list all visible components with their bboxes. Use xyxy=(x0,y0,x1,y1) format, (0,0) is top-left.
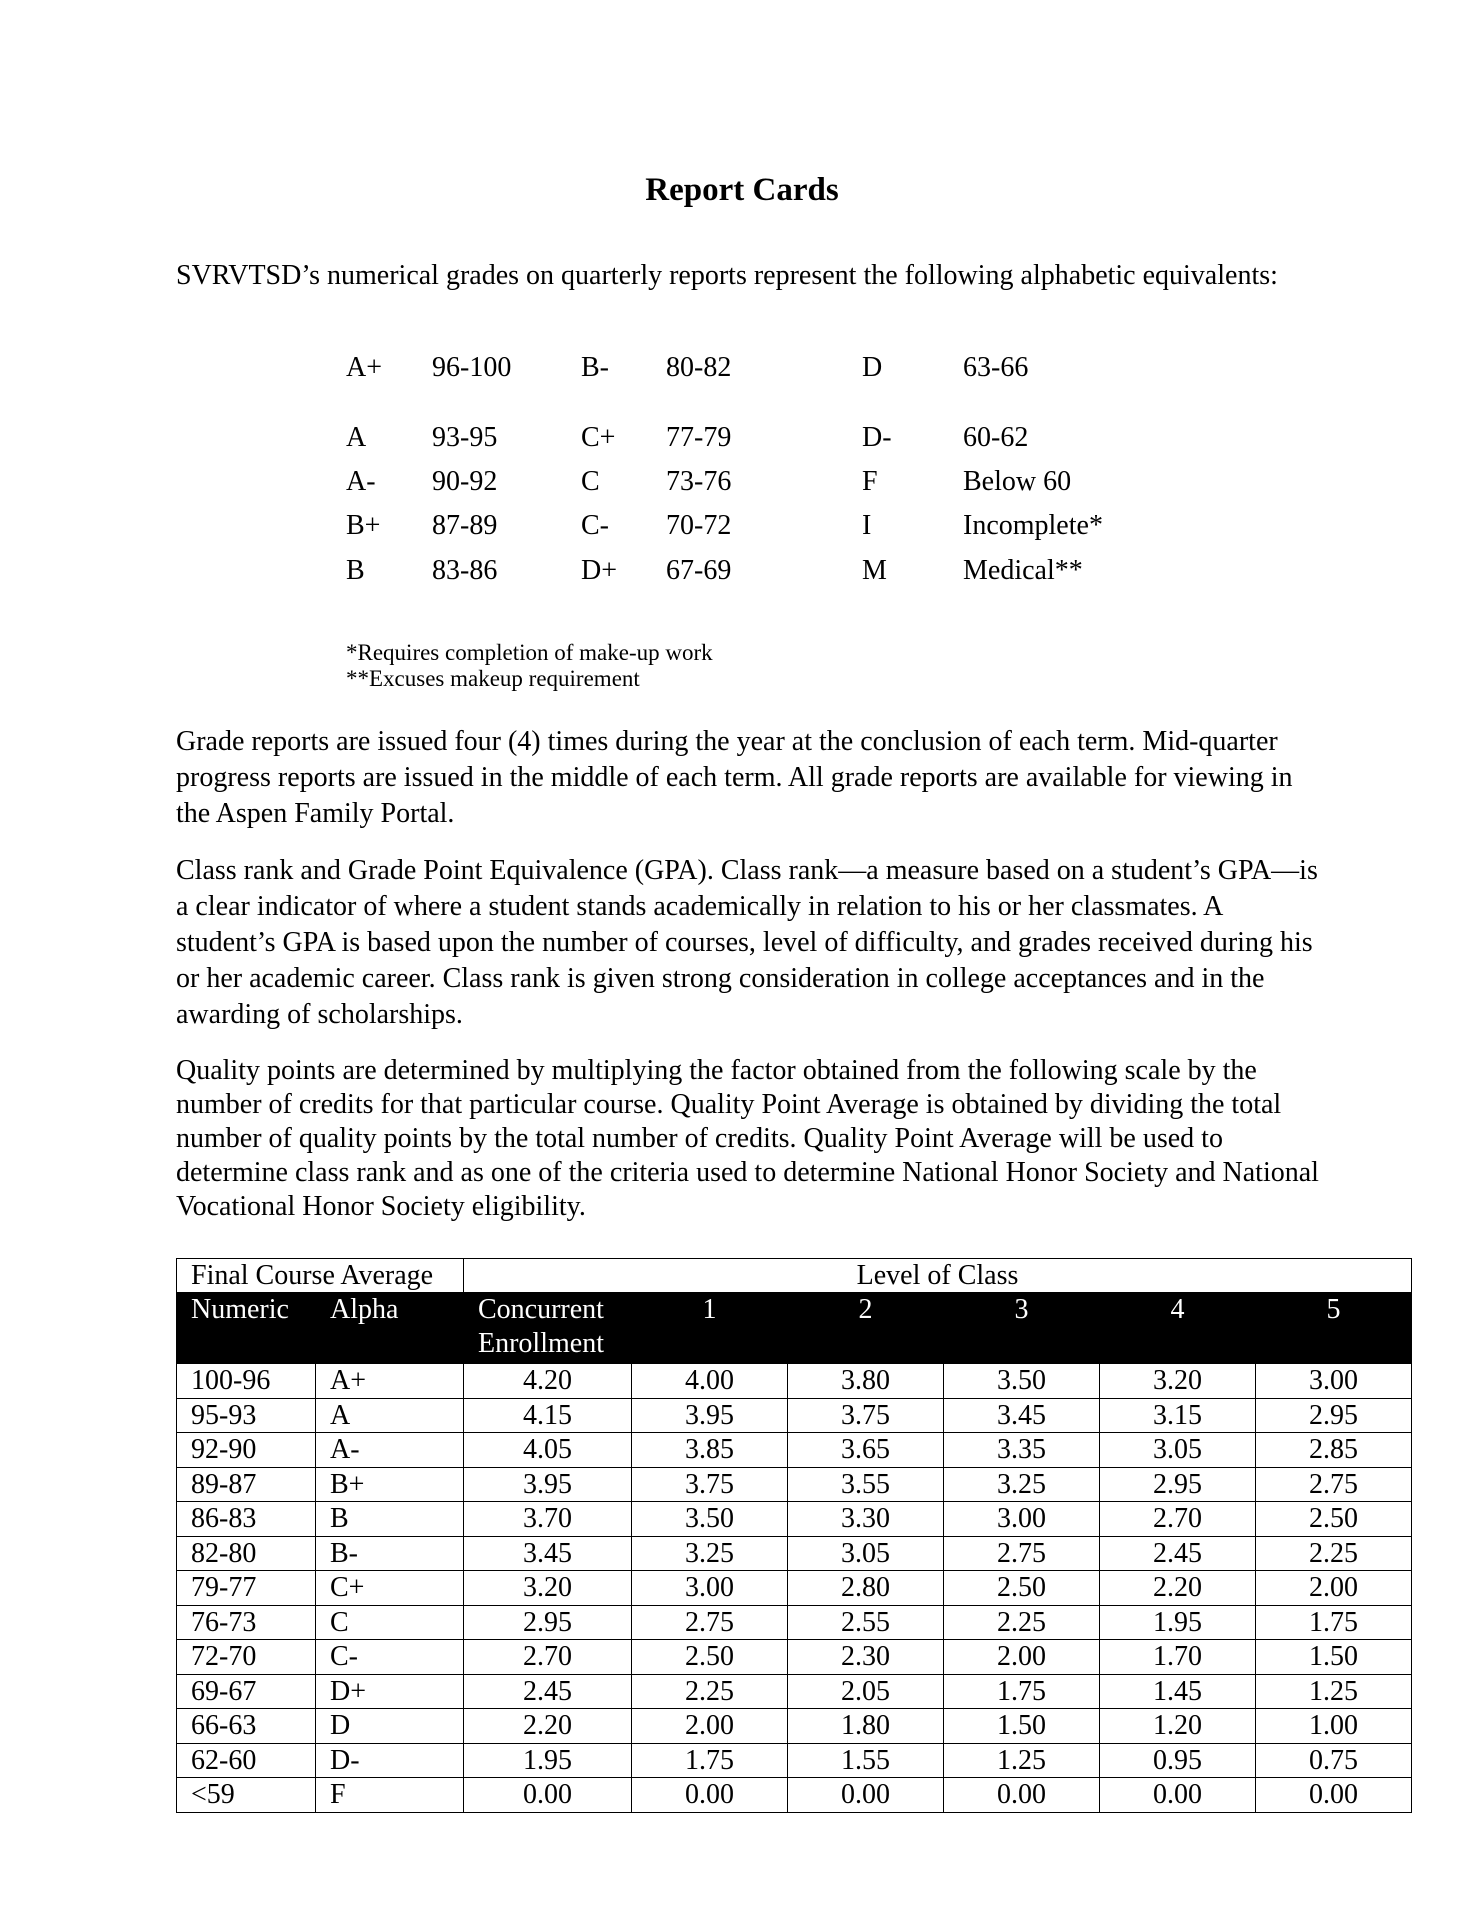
factor-cell: 0.95 xyxy=(1100,1743,1256,1778)
table-row xyxy=(177,1536,1412,1571)
grade-letter: B+ xyxy=(346,510,381,541)
factor-cell: 3.45 xyxy=(464,1536,632,1571)
page-title: Report Cards xyxy=(645,172,839,208)
factor-cell: 2.70 xyxy=(1100,1502,1256,1537)
grade-letter: C+ xyxy=(581,422,616,453)
factor-cell: 4.20 xyxy=(464,1364,632,1399)
grade-range: 73-76 xyxy=(666,466,732,497)
numeric-cell: 95-93 xyxy=(177,1398,316,1433)
col-header-numeric: Numeric xyxy=(177,1293,316,1364)
paragraph-grade-reports: Grade reports are issued four (4) times during the year at the conclusion of each term. Mid-quarter progress reports are issued in the middle of each term. All grade reports are available for viewing in the Aspen Family Portal. xyxy=(176,726,1293,829)
factor-cell: 2.00 xyxy=(1256,1571,1412,1606)
col-header-level-1: 1 xyxy=(632,1293,788,1364)
table-row xyxy=(177,1364,1412,1399)
grade-range: 83-86 xyxy=(432,555,498,586)
numeric-cell: 79-77 xyxy=(177,1571,316,1606)
factor-cell: 3.80 xyxy=(788,1364,944,1399)
gpa-table xyxy=(176,1258,1412,1813)
factor-cell: 0.00 xyxy=(944,1778,1100,1813)
numeric-cell: 76-73 xyxy=(177,1605,316,1640)
grade-scale xyxy=(346,350,1246,620)
factor-cell: 3.50 xyxy=(632,1502,788,1537)
factor-cell: 3.20 xyxy=(464,1571,632,1606)
factor-cell: 1.50 xyxy=(944,1709,1100,1744)
col-header-level-4: 4 xyxy=(1100,1293,1256,1364)
footnote: **Excuses makeup requirement xyxy=(346,666,640,691)
factor-cell: 0.00 xyxy=(464,1778,632,1813)
factor-cell: 1.75 xyxy=(632,1743,788,1778)
factor-cell: 2.75 xyxy=(944,1536,1100,1571)
factor-cell: 2.45 xyxy=(464,1674,632,1709)
factor-cell: 1.95 xyxy=(1100,1605,1256,1640)
table-row xyxy=(177,1467,1412,1502)
alpha-cell: C- xyxy=(316,1640,464,1675)
factor-cell: 2.00 xyxy=(944,1640,1100,1675)
grade-letter: A+ xyxy=(346,352,383,383)
grade-range: 67-69 xyxy=(666,555,732,586)
factor-cell: 2.45 xyxy=(1100,1536,1256,1571)
table-column-header-row xyxy=(177,1293,1412,1364)
factor-cell: 3.75 xyxy=(788,1398,944,1433)
numeric-cell: 72-70 xyxy=(177,1640,316,1675)
factor-cell: 1.70 xyxy=(1100,1640,1256,1675)
grade-letter: C- xyxy=(581,510,609,541)
grade-range: Below 60 xyxy=(963,466,1072,497)
alpha-cell: C xyxy=(316,1605,464,1640)
factor-cell: 2.05 xyxy=(788,1674,944,1709)
grade-range: 87-89 xyxy=(432,510,498,541)
grade-range: 96-100 xyxy=(432,352,512,383)
alpha-cell: D- xyxy=(316,1743,464,1778)
grade-letter: D xyxy=(862,352,883,383)
grade-range: Incomplete* xyxy=(963,510,1103,541)
factor-cell: 3.85 xyxy=(632,1433,788,1468)
factor-cell: 2.95 xyxy=(1100,1467,1256,1502)
grade-range: 80-82 xyxy=(666,352,732,383)
factor-cell: 3.25 xyxy=(632,1536,788,1571)
table-row xyxy=(177,1571,1412,1606)
numeric-cell: 82-80 xyxy=(177,1536,316,1571)
factor-cell: 2.95 xyxy=(464,1605,632,1640)
factor-cell: 1.25 xyxy=(944,1743,1100,1778)
numeric-cell: <59 xyxy=(177,1778,316,1813)
factor-cell: 3.75 xyxy=(632,1467,788,1502)
factor-cell: 3.35 xyxy=(944,1433,1100,1468)
factor-cell: 3.05 xyxy=(788,1536,944,1571)
factor-cell: 3.65 xyxy=(788,1433,944,1468)
alpha-cell: A+ xyxy=(316,1364,464,1399)
factor-cell: 3.95 xyxy=(464,1467,632,1502)
alpha-cell: B+ xyxy=(316,1467,464,1502)
grade-letter: I xyxy=(862,510,872,541)
factor-cell: 4.00 xyxy=(632,1364,788,1399)
factor-cell: 0.00 xyxy=(1256,1778,1412,1813)
factor-cell: 2.50 xyxy=(632,1640,788,1675)
paragraph-quality-points: Quality points are determined by multiplying the factor obtained from the following scale by the number of credits for that particular course. Quality Point Average is obtained by dividing the total number of quality points by the total number of credits. Quality Point Average will be used to determine class rank and as one of the criteria used to determine National Honor Society and National Vocational Honor Society eligibility. xyxy=(176,1055,1319,1222)
factor-cell: 2.20 xyxy=(464,1709,632,1744)
factor-cell: 3.00 xyxy=(632,1571,788,1606)
numeric-cell: 89-87 xyxy=(177,1467,316,1502)
table-row xyxy=(177,1433,1412,1468)
numeric-cell: 62-60 xyxy=(177,1743,316,1778)
factor-cell: 2.25 xyxy=(944,1605,1100,1640)
grade-range: 90-92 xyxy=(432,466,498,497)
grade-range: Medical** xyxy=(963,555,1083,586)
factor-cell: 2.95 xyxy=(1256,1398,1412,1433)
grade-range: 93-95 xyxy=(432,422,498,453)
factor-cell: 0.00 xyxy=(632,1778,788,1813)
factor-cell: 3.00 xyxy=(1256,1364,1412,1399)
factor-cell: 3.05 xyxy=(1100,1433,1256,1468)
table-row xyxy=(177,1605,1412,1640)
factor-cell: 1.20 xyxy=(1100,1709,1256,1744)
factor-cell: 0.00 xyxy=(1100,1778,1256,1813)
factor-cell: 2.70 xyxy=(464,1640,632,1675)
alpha-cell: C+ xyxy=(316,1571,464,1606)
factor-cell: 3.45 xyxy=(944,1398,1100,1433)
grade-letter: B- xyxy=(581,352,609,383)
col-header-concurrent: Concurrent Enrollment xyxy=(464,1293,632,1364)
grade-range: 63-66 xyxy=(963,352,1029,383)
factor-cell: 4.05 xyxy=(464,1433,632,1468)
factor-cell: 3.95 xyxy=(632,1398,788,1433)
factor-cell: 3.00 xyxy=(944,1502,1100,1537)
grade-letter: A xyxy=(346,422,367,453)
factor-cell: 3.55 xyxy=(788,1467,944,1502)
grade-range: 60-62 xyxy=(963,422,1029,453)
alpha-cell: D xyxy=(316,1709,464,1744)
factor-cell: 3.50 xyxy=(944,1364,1100,1399)
footnotes xyxy=(346,640,713,692)
grade-letter: D+ xyxy=(581,555,618,586)
final-course-average-header: Final Course Average xyxy=(177,1259,464,1293)
col-header-alpha: Alpha xyxy=(316,1293,464,1364)
factor-cell: 1.80 xyxy=(788,1709,944,1744)
table-row xyxy=(177,1398,1412,1433)
grade-letter: A- xyxy=(346,466,376,497)
factor-cell: 1.00 xyxy=(1256,1709,1412,1744)
grade-letter: F xyxy=(862,466,878,497)
factor-cell: 3.25 xyxy=(944,1467,1100,1502)
factor-cell: 2.25 xyxy=(1256,1536,1412,1571)
factor-cell: 2.85 xyxy=(1256,1433,1412,1468)
table-row xyxy=(177,1709,1412,1744)
col-header-level-3: 3 xyxy=(944,1293,1100,1364)
factor-cell: 1.25 xyxy=(1256,1674,1412,1709)
factor-cell: 3.30 xyxy=(788,1502,944,1537)
factor-cell: 1.50 xyxy=(1256,1640,1412,1675)
grade-letter: M xyxy=(862,555,887,586)
table-row xyxy=(177,1640,1412,1675)
alpha-cell: A xyxy=(316,1398,464,1433)
factor-cell: 1.75 xyxy=(944,1674,1100,1709)
factor-cell: 1.45 xyxy=(1100,1674,1256,1709)
table-row xyxy=(177,1743,1412,1778)
level-of-class-header: Level of Class xyxy=(464,1259,1412,1293)
col-header-level-5: 5 xyxy=(1256,1293,1412,1364)
paragraph-class-rank: Class rank and Grade Point Equivalence (GPA). Class rank—a measure based on a student’s GPA—is a clear indicator of where a student stands academically in relation to his or her classmates. A student’s GPA is based upon the number of courses, level of difficulty, and grades received during his or her academic career. Class rank is given strong consideration in college acceptances and in the awarding of scholarships. xyxy=(176,855,1318,1030)
factor-cell: 3.70 xyxy=(464,1502,632,1537)
col-header-level-2: 2 xyxy=(788,1293,944,1364)
factor-cell: 1.95 xyxy=(464,1743,632,1778)
footnote: *Requires completion of make-up work xyxy=(346,640,713,665)
alpha-cell: B- xyxy=(316,1536,464,1571)
gpa-table-body xyxy=(177,1364,1412,1813)
factor-cell: 1.75 xyxy=(1256,1605,1412,1640)
alpha-cell: A- xyxy=(316,1433,464,1468)
factor-cell: 4.15 xyxy=(464,1398,632,1433)
factor-cell: 2.30 xyxy=(788,1640,944,1675)
factor-cell: 3.20 xyxy=(1100,1364,1256,1399)
factor-cell: 0.75 xyxy=(1256,1743,1412,1778)
grade-letter: C xyxy=(581,466,600,497)
factor-cell: 1.55 xyxy=(788,1743,944,1778)
factor-cell: 2.00 xyxy=(632,1709,788,1744)
numeric-cell: 69-67 xyxy=(177,1674,316,1709)
numeric-cell: 92-90 xyxy=(177,1433,316,1468)
factor-cell: 2.25 xyxy=(632,1674,788,1709)
factor-cell: 2.50 xyxy=(944,1571,1100,1606)
alpha-cell: D+ xyxy=(316,1674,464,1709)
table-group-header-row xyxy=(177,1259,1412,1293)
grade-letter: B xyxy=(346,555,365,586)
table-row xyxy=(177,1778,1412,1813)
factor-cell: 2.75 xyxy=(632,1605,788,1640)
factor-cell: 2.80 xyxy=(788,1571,944,1606)
table-row xyxy=(177,1502,1412,1537)
factor-cell: 2.55 xyxy=(788,1605,944,1640)
numeric-cell: 86-83 xyxy=(177,1502,316,1537)
numeric-cell: 100-96 xyxy=(177,1364,316,1399)
grade-range: 70-72 xyxy=(666,510,732,541)
grade-range: 77-79 xyxy=(666,422,732,453)
factor-cell: 3.15 xyxy=(1100,1398,1256,1433)
factor-cell: 0.00 xyxy=(788,1778,944,1813)
alpha-cell: B xyxy=(316,1502,464,1537)
factor-cell: 2.20 xyxy=(1100,1571,1256,1606)
factor-cell: 2.50 xyxy=(1256,1502,1412,1537)
table-row xyxy=(177,1674,1412,1709)
intro-text: SVRVTSD’s numerical grades on quarterly reports represent the following alphabetic equivalents: xyxy=(176,260,1278,291)
alpha-cell: F xyxy=(316,1778,464,1813)
numeric-cell: 66-63 xyxy=(177,1709,316,1744)
factor-cell: 2.75 xyxy=(1256,1467,1412,1502)
grade-letter: D- xyxy=(862,422,892,453)
